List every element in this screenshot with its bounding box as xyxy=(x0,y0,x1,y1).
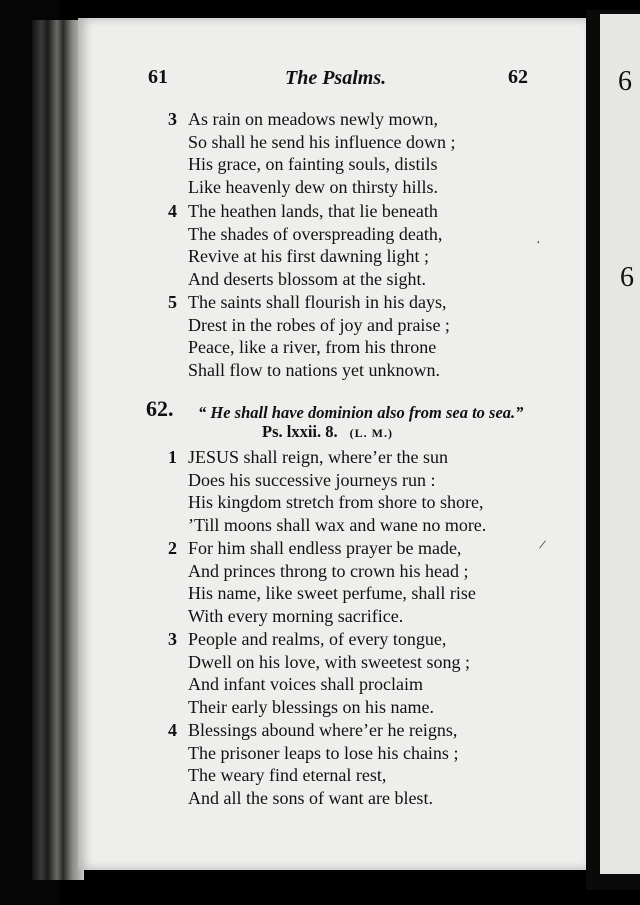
page-number-right: 62 xyxy=(508,66,528,88)
verse-line: The heathen lands, that lie beneath xyxy=(188,201,438,221)
verse-line: And infant voices shall proclaim xyxy=(188,674,423,694)
reference-text: Ps. lxxii. 8. xyxy=(262,422,338,441)
stanza-lines xyxy=(188,200,442,290)
verse-line: ’Till moons shall wax and wane no more. xyxy=(188,514,487,535)
verse-line: So shall he send his influence down ; xyxy=(188,131,456,152)
verse-line: Drest in the robes of joy and praise ; xyxy=(188,314,450,335)
next-page-glyph: 6 xyxy=(618,66,632,97)
verse-line: Dwell on his love, with sweetest song ; xyxy=(188,651,470,672)
verse-line: His kingdom stretch from shore to shore, xyxy=(188,492,484,512)
verse-line: With every morning sacrifice. xyxy=(188,605,404,626)
verse-line: Revive at his first dawning light ; xyxy=(188,246,429,266)
verse-line: And princes throng to crown his head ; xyxy=(188,560,469,581)
book-binding xyxy=(32,20,84,880)
stanza-lines xyxy=(188,537,476,627)
verse-line: Does his successive journeys run : xyxy=(188,469,436,490)
verse-line: Like heavenly dew on thirsty hills. xyxy=(188,176,438,197)
next-page-glyph: 6 xyxy=(620,262,634,293)
verse-line: The weary find eternal rest, xyxy=(188,765,387,785)
verse-line: Blessings abound where’er he reigns, xyxy=(188,720,458,740)
scripture-reference xyxy=(262,422,393,442)
verse-line: And all the sons of want are blest. xyxy=(188,787,433,808)
verse-line: His name, like sweet perfume, shall rise xyxy=(188,583,476,603)
verse-line: And deserts blossom at the sight. xyxy=(188,268,426,289)
stanza-number: 4 xyxy=(168,201,177,221)
verse-line: People and realms, of every tongue, xyxy=(188,629,447,649)
running-title: The Psalms. xyxy=(285,67,387,89)
verse-line: Their early blessings on his name. xyxy=(188,696,434,717)
ink-speck: · xyxy=(536,236,541,251)
verse-line: As rain on meadows newly mown, xyxy=(188,109,438,129)
verse-line: His grace, on fainting souls, distils xyxy=(188,154,438,174)
stanza-number: 2 xyxy=(168,538,177,558)
stanza-lines xyxy=(188,719,458,809)
verse-line: The shades of overspreading death, xyxy=(188,223,443,244)
verse-line: The prisoner leaps to lose his chains ; xyxy=(188,742,459,763)
stanza-number: 3 xyxy=(168,629,177,649)
verse-line: The saints shall flourish in his days, xyxy=(188,292,447,312)
stanza-lines xyxy=(188,446,486,536)
stanza-number: 3 xyxy=(168,109,177,129)
stanza-lines xyxy=(188,108,455,198)
stanza-number: 4 xyxy=(168,720,177,740)
next-page-glyphs xyxy=(600,30,640,830)
page-number-left: 61 xyxy=(148,66,168,88)
verse-line: Shall flow to nations yet unknown. xyxy=(188,359,440,380)
verse-line: For him shall endless prayer be made, xyxy=(188,538,462,558)
meter-label: (L. M.) xyxy=(349,426,393,440)
stanza-lines xyxy=(188,628,470,718)
verse-line: JESUS shall reign, where’er the sun xyxy=(188,447,448,467)
ink-speck: / xyxy=(537,537,547,554)
stanza-number: 5 xyxy=(168,292,177,312)
hymn-number: 62. xyxy=(146,396,174,421)
stanza-lines xyxy=(188,291,450,381)
verse-line: Peace, like a river, from his throne xyxy=(188,337,437,357)
hymn-epigraph: “ He shall have dominion also from sea to sea.” xyxy=(198,403,524,422)
stanza-number: 1 xyxy=(168,447,177,467)
